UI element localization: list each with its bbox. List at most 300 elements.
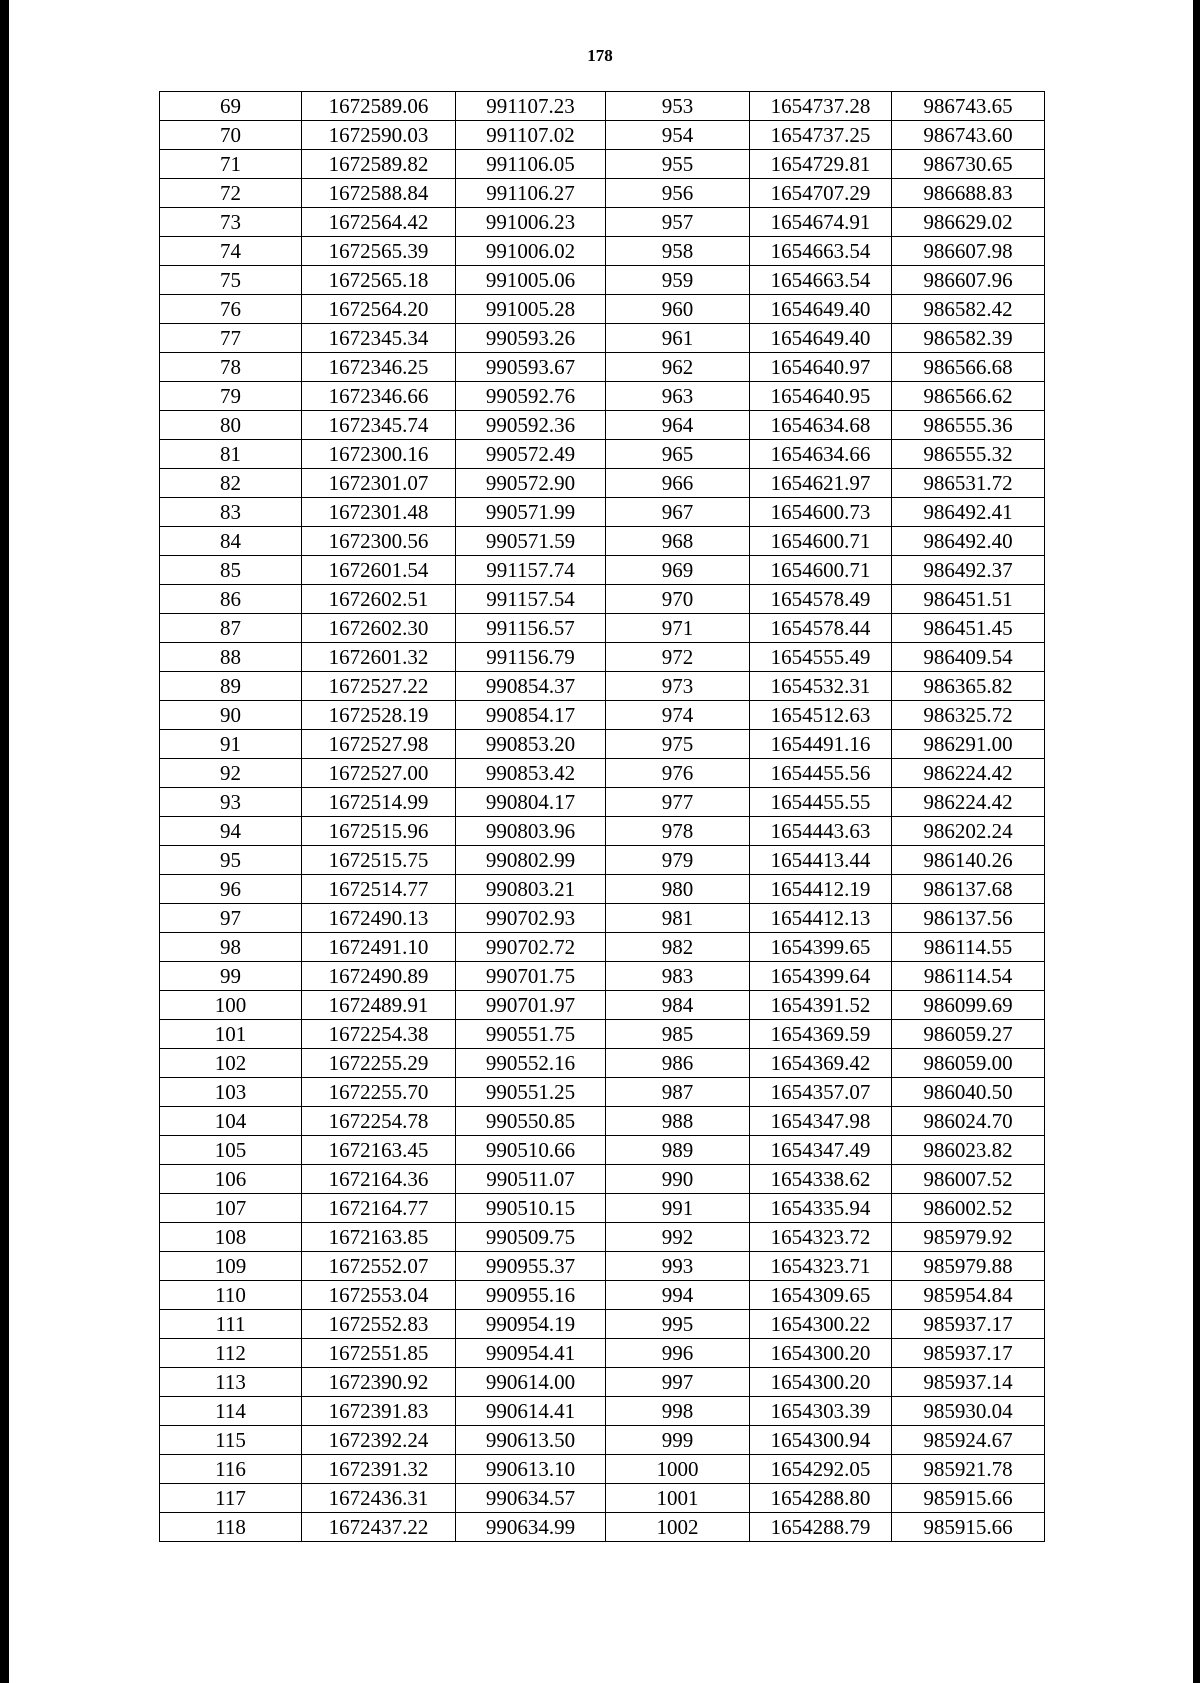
- x-coordinate-cell: 1654300.94: [750, 1426, 892, 1455]
- x-coordinate-cell: 1672346.66: [302, 382, 456, 411]
- point-number-cell: 114: [160, 1397, 302, 1426]
- point-number-cell: 959: [606, 266, 750, 295]
- table-row: [160, 92, 1045, 121]
- x-coordinate-cell: 1672437.22: [302, 1513, 456, 1542]
- point-number-cell: 84: [160, 527, 302, 556]
- point-number-cell: 964: [606, 411, 750, 440]
- table-row: [160, 788, 1045, 817]
- y-coordinate-cell: 991156.79: [456, 643, 606, 672]
- y-coordinate-cell: 986114.55: [892, 933, 1045, 962]
- y-coordinate-cell: 986492.40: [892, 527, 1045, 556]
- point-number-cell: 106: [160, 1165, 302, 1194]
- y-coordinate-cell: 985924.67: [892, 1426, 1045, 1455]
- point-number-cell: 95: [160, 846, 302, 875]
- coordinates-table-body: [160, 92, 1045, 1542]
- x-coordinate-cell: 1672255.70: [302, 1078, 456, 1107]
- point-number-cell: 73: [160, 208, 302, 237]
- table-row: [160, 1397, 1045, 1426]
- x-coordinate-cell: 1654649.40: [750, 295, 892, 324]
- x-coordinate-cell: 1654729.81: [750, 150, 892, 179]
- point-number-cell: 980: [606, 875, 750, 904]
- x-coordinate-cell: 1654338.62: [750, 1165, 892, 1194]
- table-row: [160, 1194, 1045, 1223]
- y-coordinate-cell: 985915.66: [892, 1513, 1045, 1542]
- x-coordinate-cell: 1654300.22: [750, 1310, 892, 1339]
- point-number-cell: 1002: [606, 1513, 750, 1542]
- point-number-cell: 953: [606, 92, 750, 121]
- point-number-cell: 987: [606, 1078, 750, 1107]
- y-coordinate-cell: 986007.52: [892, 1165, 1045, 1194]
- point-number-cell: 962: [606, 353, 750, 382]
- y-coordinate-cell: 986040.50: [892, 1078, 1045, 1107]
- point-number-cell: 75: [160, 266, 302, 295]
- x-coordinate-cell: 1672391.32: [302, 1455, 456, 1484]
- point-number-cell: 982: [606, 933, 750, 962]
- x-coordinate-cell: 1654323.71: [750, 1252, 892, 1281]
- x-coordinate-cell: 1672589.06: [302, 92, 456, 121]
- point-number-cell: 81: [160, 440, 302, 469]
- y-coordinate-cell: 985937.14: [892, 1368, 1045, 1397]
- point-number-cell: 99: [160, 962, 302, 991]
- point-number-cell: 994: [606, 1281, 750, 1310]
- x-coordinate-cell: 1672565.39: [302, 237, 456, 266]
- x-coordinate-cell: 1654578.44: [750, 614, 892, 643]
- x-coordinate-cell: 1672528.19: [302, 701, 456, 730]
- x-coordinate-cell: 1654640.97: [750, 353, 892, 382]
- y-coordinate-cell: 990954.41: [456, 1339, 606, 1368]
- table-row: [160, 527, 1045, 556]
- y-coordinate-cell: 990702.72: [456, 933, 606, 962]
- y-coordinate-cell: 990509.75: [456, 1223, 606, 1252]
- x-coordinate-cell: 1672490.13: [302, 904, 456, 933]
- point-number-cell: 955: [606, 150, 750, 179]
- point-number-cell: 109: [160, 1252, 302, 1281]
- table-row: [160, 933, 1045, 962]
- x-coordinate-cell: 1654649.40: [750, 324, 892, 353]
- y-coordinate-cell: 991005.28: [456, 295, 606, 324]
- point-number-cell: 970: [606, 585, 750, 614]
- point-number-cell: 992: [606, 1223, 750, 1252]
- y-coordinate-cell: 985937.17: [892, 1339, 1045, 1368]
- y-coordinate-cell: 991107.02: [456, 121, 606, 150]
- y-coordinate-cell: 990572.49: [456, 440, 606, 469]
- x-coordinate-cell: 1654600.71: [750, 527, 892, 556]
- point-number-cell: 101: [160, 1020, 302, 1049]
- table-row: [160, 585, 1045, 614]
- table-row: [160, 353, 1045, 382]
- y-coordinate-cell: 991157.54: [456, 585, 606, 614]
- x-coordinate-cell: 1654634.68: [750, 411, 892, 440]
- y-coordinate-cell: 985979.88: [892, 1252, 1045, 1281]
- table-row: [160, 991, 1045, 1020]
- y-coordinate-cell: 986492.37: [892, 556, 1045, 585]
- point-number-cell: 984: [606, 991, 750, 1020]
- point-number-cell: 70: [160, 121, 302, 150]
- x-coordinate-cell: 1654640.95: [750, 382, 892, 411]
- y-coordinate-cell: 986059.27: [892, 1020, 1045, 1049]
- x-coordinate-cell: 1654369.59: [750, 1020, 892, 1049]
- y-coordinate-cell: 990803.96: [456, 817, 606, 846]
- table-row: [160, 1484, 1045, 1513]
- y-coordinate-cell: 986137.68: [892, 875, 1045, 904]
- y-coordinate-cell: 990510.15: [456, 1194, 606, 1223]
- y-coordinate-cell: 990853.42: [456, 759, 606, 788]
- x-coordinate-cell: 1672515.96: [302, 817, 456, 846]
- table-row: [160, 701, 1045, 730]
- y-coordinate-cell: 986409.54: [892, 643, 1045, 672]
- table-row: [160, 179, 1045, 208]
- point-number-cell: 997: [606, 1368, 750, 1397]
- table-row: [160, 1252, 1045, 1281]
- table-row: [160, 1223, 1045, 1252]
- point-number-cell: 80: [160, 411, 302, 440]
- y-coordinate-cell: 990954.19: [456, 1310, 606, 1339]
- table-row: [160, 1165, 1045, 1194]
- y-coordinate-cell: 990614.00: [456, 1368, 606, 1397]
- x-coordinate-cell: 1654707.29: [750, 179, 892, 208]
- y-coordinate-cell: 986688.83: [892, 179, 1045, 208]
- x-coordinate-cell: 1672163.85: [302, 1223, 456, 1252]
- y-coordinate-cell: 986140.26: [892, 846, 1045, 875]
- y-coordinate-cell: 990854.37: [456, 672, 606, 701]
- x-coordinate-cell: 1672301.48: [302, 498, 456, 527]
- point-number-cell: 88: [160, 643, 302, 672]
- table-row: [160, 1020, 1045, 1049]
- y-coordinate-cell: 990511.07: [456, 1165, 606, 1194]
- point-number-cell: 90: [160, 701, 302, 730]
- y-coordinate-cell: 990634.99: [456, 1513, 606, 1542]
- table-row: [160, 324, 1045, 353]
- table-row: [160, 121, 1045, 150]
- point-number-cell: 973: [606, 672, 750, 701]
- point-number-cell: 97: [160, 904, 302, 933]
- y-coordinate-cell: 990634.57: [456, 1484, 606, 1513]
- x-coordinate-cell: 1672515.75: [302, 846, 456, 875]
- point-number-cell: 965: [606, 440, 750, 469]
- y-coordinate-cell: 986492.41: [892, 498, 1045, 527]
- point-number-cell: 978: [606, 817, 750, 846]
- x-coordinate-cell: 1672392.24: [302, 1426, 456, 1455]
- x-coordinate-cell: 1672489.91: [302, 991, 456, 1020]
- table-row: [160, 295, 1045, 324]
- y-coordinate-cell: 990702.93: [456, 904, 606, 933]
- x-coordinate-cell: 1654621.97: [750, 469, 892, 498]
- point-number-cell: 86: [160, 585, 302, 614]
- y-coordinate-cell: 986365.82: [892, 672, 1045, 701]
- point-number-cell: 991: [606, 1194, 750, 1223]
- point-number-cell: 110: [160, 1281, 302, 1310]
- point-number-cell: 981: [606, 904, 750, 933]
- table-row: [160, 556, 1045, 585]
- table-row: [160, 1107, 1045, 1136]
- point-number-cell: 102: [160, 1049, 302, 1078]
- point-number-cell: 1001: [606, 1484, 750, 1513]
- point-number-cell: 957: [606, 208, 750, 237]
- point-number-cell: 967: [606, 498, 750, 527]
- point-number-cell: 990: [606, 1165, 750, 1194]
- y-coordinate-cell: 990854.17: [456, 701, 606, 730]
- x-coordinate-cell: 1654391.52: [750, 991, 892, 1020]
- x-coordinate-cell: 1654443.63: [750, 817, 892, 846]
- point-number-cell: 113: [160, 1368, 302, 1397]
- y-coordinate-cell: 991106.27: [456, 179, 606, 208]
- point-number-cell: 72: [160, 179, 302, 208]
- x-coordinate-cell: 1654369.42: [750, 1049, 892, 1078]
- x-coordinate-cell: 1654399.64: [750, 962, 892, 991]
- y-coordinate-cell: 985930.04: [892, 1397, 1045, 1426]
- x-coordinate-cell: 1654357.07: [750, 1078, 892, 1107]
- y-coordinate-cell: 986743.65: [892, 92, 1045, 121]
- y-coordinate-cell: 986607.98: [892, 237, 1045, 266]
- x-coordinate-cell: 1654288.80: [750, 1484, 892, 1513]
- y-coordinate-cell: 986291.00: [892, 730, 1045, 759]
- table-row: [160, 1368, 1045, 1397]
- x-coordinate-cell: 1672163.45: [302, 1136, 456, 1165]
- coordinates-table: [159, 91, 1045, 1542]
- table-row: [160, 846, 1045, 875]
- point-number-cell: 112: [160, 1339, 302, 1368]
- x-coordinate-cell: 1672527.00: [302, 759, 456, 788]
- x-coordinate-cell: 1672514.99: [302, 788, 456, 817]
- point-number-cell: 115: [160, 1426, 302, 1455]
- x-coordinate-cell: 1654288.79: [750, 1513, 892, 1542]
- y-coordinate-cell: 990701.75: [456, 962, 606, 991]
- point-number-cell: 117: [160, 1484, 302, 1513]
- x-coordinate-cell: 1672553.04: [302, 1281, 456, 1310]
- y-coordinate-cell: 990592.36: [456, 411, 606, 440]
- x-coordinate-cell: 1672390.92: [302, 1368, 456, 1397]
- table-row: [160, 643, 1045, 672]
- x-coordinate-cell: 1654578.49: [750, 585, 892, 614]
- point-number-cell: 961: [606, 324, 750, 353]
- x-coordinate-cell: 1654674.91: [750, 208, 892, 237]
- y-coordinate-cell: 990802.99: [456, 846, 606, 875]
- x-coordinate-cell: 1672436.31: [302, 1484, 456, 1513]
- y-coordinate-cell: 986566.68: [892, 353, 1045, 382]
- y-coordinate-cell: 990592.76: [456, 382, 606, 411]
- table-row: [160, 1426, 1045, 1455]
- y-coordinate-cell: 985954.84: [892, 1281, 1045, 1310]
- point-number-cell: 985: [606, 1020, 750, 1049]
- point-number-cell: 105: [160, 1136, 302, 1165]
- point-number-cell: 986: [606, 1049, 750, 1078]
- y-coordinate-cell: 990613.10: [456, 1455, 606, 1484]
- point-number-cell: 954: [606, 121, 750, 150]
- table-row: [160, 904, 1045, 933]
- x-coordinate-cell: 1672346.25: [302, 353, 456, 382]
- x-coordinate-cell: 1654323.72: [750, 1223, 892, 1252]
- x-coordinate-cell: 1672564.42: [302, 208, 456, 237]
- x-coordinate-cell: 1672514.77: [302, 875, 456, 904]
- y-coordinate-cell: 986582.39: [892, 324, 1045, 353]
- y-coordinate-cell: 986002.52: [892, 1194, 1045, 1223]
- y-coordinate-cell: 990804.17: [456, 788, 606, 817]
- y-coordinate-cell: 991106.05: [456, 150, 606, 179]
- y-coordinate-cell: 991157.74: [456, 556, 606, 585]
- point-number-cell: 79: [160, 382, 302, 411]
- x-coordinate-cell: 1654663.54: [750, 266, 892, 295]
- x-coordinate-cell: 1654300.20: [750, 1368, 892, 1397]
- x-coordinate-cell: 1654399.65: [750, 933, 892, 962]
- point-number-cell: 118: [160, 1513, 302, 1542]
- table-row: [160, 382, 1045, 411]
- x-coordinate-cell: 1654634.66: [750, 440, 892, 469]
- y-coordinate-cell: 986629.02: [892, 208, 1045, 237]
- y-coordinate-cell: 990613.50: [456, 1426, 606, 1455]
- y-coordinate-cell: 986566.62: [892, 382, 1045, 411]
- point-number-cell: 960: [606, 295, 750, 324]
- x-coordinate-cell: 1672552.07: [302, 1252, 456, 1281]
- x-coordinate-cell: 1654600.73: [750, 498, 892, 527]
- x-coordinate-cell: 1672527.98: [302, 730, 456, 759]
- point-number-cell: 82: [160, 469, 302, 498]
- point-number-cell: 100: [160, 991, 302, 1020]
- x-coordinate-cell: 1654347.98: [750, 1107, 892, 1136]
- y-coordinate-cell: 990853.20: [456, 730, 606, 759]
- x-coordinate-cell: 1672601.32: [302, 643, 456, 672]
- table-row: [160, 1339, 1045, 1368]
- table-row: [160, 266, 1045, 295]
- y-coordinate-cell: 990571.99: [456, 498, 606, 527]
- table-row: [160, 1136, 1045, 1165]
- table-row: [160, 440, 1045, 469]
- table-row: [160, 498, 1045, 527]
- table-row: [160, 672, 1045, 701]
- x-coordinate-cell: 1672565.18: [302, 266, 456, 295]
- x-coordinate-cell: 1654413.44: [750, 846, 892, 875]
- x-coordinate-cell: 1672490.89: [302, 962, 456, 991]
- point-number-cell: 87: [160, 614, 302, 643]
- y-coordinate-cell: 986582.42: [892, 295, 1045, 324]
- scan-edge-left: [0, 0, 9, 1683]
- point-number-cell: 968: [606, 527, 750, 556]
- y-coordinate-cell: 991006.02: [456, 237, 606, 266]
- y-coordinate-cell: 986555.32: [892, 440, 1045, 469]
- y-coordinate-cell: 986743.60: [892, 121, 1045, 150]
- point-number-cell: 993: [606, 1252, 750, 1281]
- x-coordinate-cell: 1672602.51: [302, 585, 456, 614]
- x-coordinate-cell: 1654455.55: [750, 788, 892, 817]
- y-coordinate-cell: 985915.66: [892, 1484, 1045, 1513]
- point-number-cell: 76: [160, 295, 302, 324]
- point-number-cell: 107: [160, 1194, 302, 1223]
- x-coordinate-cell: 1654491.16: [750, 730, 892, 759]
- x-coordinate-cell: 1672345.74: [302, 411, 456, 440]
- y-coordinate-cell: 990803.21: [456, 875, 606, 904]
- table-row: [160, 759, 1045, 788]
- point-number-cell: 979: [606, 846, 750, 875]
- y-coordinate-cell: 985921.78: [892, 1455, 1045, 1484]
- x-coordinate-cell: 1672255.29: [302, 1049, 456, 1078]
- point-number-cell: 77: [160, 324, 302, 353]
- y-coordinate-cell: 986023.82: [892, 1136, 1045, 1165]
- x-coordinate-cell: 1672345.34: [302, 324, 456, 353]
- y-coordinate-cell: 991156.57: [456, 614, 606, 643]
- point-number-cell: 988: [606, 1107, 750, 1136]
- y-coordinate-cell: 990593.67: [456, 353, 606, 382]
- y-coordinate-cell: 990593.26: [456, 324, 606, 353]
- y-coordinate-cell: 990955.37: [456, 1252, 606, 1281]
- x-coordinate-cell: 1672590.03: [302, 121, 456, 150]
- x-coordinate-cell: 1654532.31: [750, 672, 892, 701]
- point-number-cell: 78: [160, 353, 302, 382]
- y-coordinate-cell: 990550.85: [456, 1107, 606, 1136]
- table-row: [160, 962, 1045, 991]
- point-number-cell: 111: [160, 1310, 302, 1339]
- y-coordinate-cell: 986059.00: [892, 1049, 1045, 1078]
- point-number-cell: 966: [606, 469, 750, 498]
- point-number-cell: 969: [606, 556, 750, 585]
- table-row: [160, 614, 1045, 643]
- point-number-cell: 116: [160, 1455, 302, 1484]
- table-row: [160, 469, 1045, 498]
- y-coordinate-cell: 991005.06: [456, 266, 606, 295]
- y-coordinate-cell: 991107.23: [456, 92, 606, 121]
- y-coordinate-cell: 985979.92: [892, 1223, 1045, 1252]
- point-number-cell: 108: [160, 1223, 302, 1252]
- table-row: [160, 875, 1045, 904]
- x-coordinate-cell: 1672300.56: [302, 527, 456, 556]
- x-coordinate-cell: 1654737.25: [750, 121, 892, 150]
- x-coordinate-cell: 1672254.78: [302, 1107, 456, 1136]
- point-number-cell: 975: [606, 730, 750, 759]
- point-number-cell: 89: [160, 672, 302, 701]
- y-coordinate-cell: 986024.70: [892, 1107, 1045, 1136]
- x-coordinate-cell: 1654309.65: [750, 1281, 892, 1310]
- y-coordinate-cell: 986325.72: [892, 701, 1045, 730]
- y-coordinate-cell: 990614.41: [456, 1397, 606, 1426]
- x-coordinate-cell: 1672588.84: [302, 179, 456, 208]
- x-coordinate-cell: 1654555.49: [750, 643, 892, 672]
- y-coordinate-cell: 986730.65: [892, 150, 1045, 179]
- x-coordinate-cell: 1672602.30: [302, 614, 456, 643]
- y-coordinate-cell: 986531.72: [892, 469, 1045, 498]
- table-row: [160, 1281, 1045, 1310]
- y-coordinate-cell: 985937.17: [892, 1310, 1045, 1339]
- point-number-cell: 1000: [606, 1455, 750, 1484]
- y-coordinate-cell: 986451.51: [892, 585, 1045, 614]
- y-coordinate-cell: 990510.66: [456, 1136, 606, 1165]
- point-number-cell: 69: [160, 92, 302, 121]
- y-coordinate-cell: 990572.90: [456, 469, 606, 498]
- point-number-cell: 92: [160, 759, 302, 788]
- table-row: [160, 817, 1045, 846]
- x-coordinate-cell: 1654300.20: [750, 1339, 892, 1368]
- y-coordinate-cell: 991006.23: [456, 208, 606, 237]
- x-coordinate-cell: 1672551.85: [302, 1339, 456, 1368]
- y-coordinate-cell: 986224.42: [892, 759, 1045, 788]
- y-coordinate-cell: 990551.25: [456, 1078, 606, 1107]
- y-coordinate-cell: 986607.96: [892, 266, 1045, 295]
- x-coordinate-cell: 1654347.49: [750, 1136, 892, 1165]
- x-coordinate-cell: 1654335.94: [750, 1194, 892, 1223]
- point-number-cell: 971: [606, 614, 750, 643]
- y-coordinate-cell: 990701.97: [456, 991, 606, 1020]
- x-coordinate-cell: 1672301.07: [302, 469, 456, 498]
- x-coordinate-cell: 1672164.77: [302, 1194, 456, 1223]
- point-number-cell: 974: [606, 701, 750, 730]
- table-row: [160, 1078, 1045, 1107]
- x-coordinate-cell: 1654737.28: [750, 92, 892, 121]
- y-coordinate-cell: 986099.69: [892, 991, 1045, 1020]
- table-row: [160, 150, 1045, 179]
- point-number-cell: 104: [160, 1107, 302, 1136]
- x-coordinate-cell: 1654303.39: [750, 1397, 892, 1426]
- x-coordinate-cell: 1654600.71: [750, 556, 892, 585]
- point-number-cell: 999: [606, 1426, 750, 1455]
- point-number-cell: 998: [606, 1397, 750, 1426]
- table-row: [160, 1455, 1045, 1484]
